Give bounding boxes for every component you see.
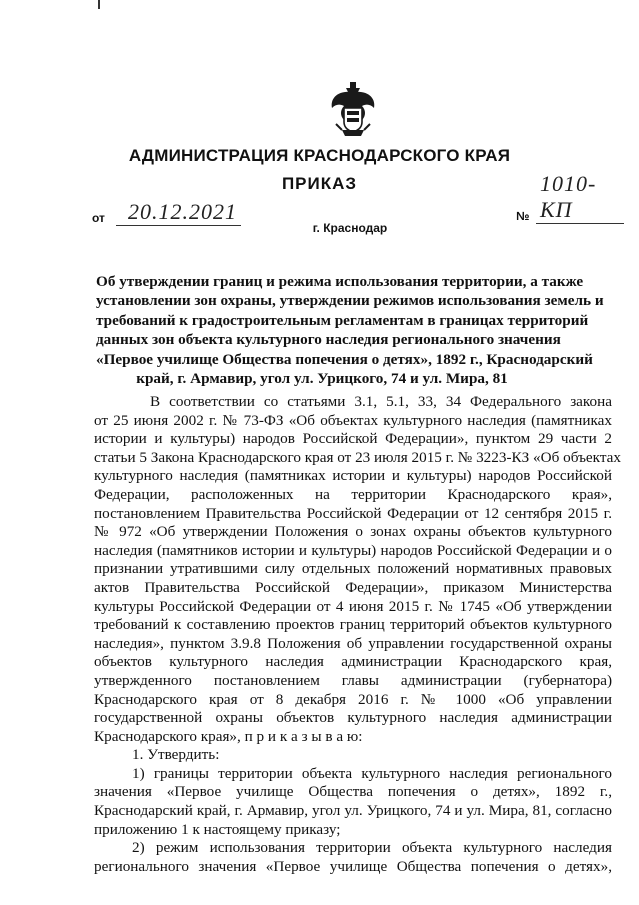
- body-line: утвержденного постановлением главы администрации (губернатора): [94, 671, 612, 689]
- body-line: объектов культурного наследия администрации Краснодарского края,: [94, 653, 612, 671]
- body-line: требований к составлению проектов границ территорий объектов культурного: [94, 616, 612, 634]
- title-line: установлении зон охраны, утверждении режимов использования земель и: [96, 292, 604, 310]
- body-line: приложению 1 к настоящему приказу;: [94, 820, 341, 838]
- date-label: от: [92, 211, 105, 225]
- body-line: 1. Утвердить:: [132, 746, 220, 764]
- body-line: 2) режим использования территории объекта культурного наследия: [132, 839, 612, 857]
- body-line: статьи 5 Закона Краснодарского края от 23 июля 2015 г. № 3223-КЗ «Об объектах: [94, 448, 621, 466]
- city: г. Краснодар: [312, 221, 388, 235]
- body-line: от 25 июня 2002 г. № 73-ФЗ «Об объектах культурного наследия (памятниках: [94, 411, 612, 429]
- body-line: наследия (памятников истории и культуры) народов Российской Федерации и о: [94, 541, 612, 559]
- body-line: Краснодарский край, г. Армавир, угол ул. Урицкого, 74 и ул. Мира, 81, согласно: [94, 802, 612, 820]
- order-body: [94, 393, 621, 876]
- title-line: данных зон объекта культурного наследия регионального значения: [96, 331, 561, 349]
- date-handwritten: 20.12.2021: [128, 199, 237, 224]
- body-line: Краснодарского края от 8 декабря 2016 г. № 1000 «Об управлении: [94, 690, 612, 708]
- body-line: Федерации, расположенных на территории Краснодарского края»,: [94, 485, 612, 503]
- order-title: [96, 272, 604, 388]
- body-line: Краснодарского края», п р и к а з ы в а ю:: [94, 727, 363, 745]
- body-line: значения «Первое училище Общества попечения о детях», 1892 г.,: [94, 783, 612, 801]
- title-line: край, г. Армавир, угол ул. Урицкого, 74 и ул. Мира, 81: [136, 370, 508, 388]
- body-line: № 972 «Об утверждении Положения о зонах охраны объектов культурного: [94, 523, 612, 541]
- number-handwritten: 1010-КП: [540, 171, 597, 222]
- body-line: актов Правительства Российской Федерации», приказом Министерства: [94, 578, 612, 596]
- body-line: признании утратившими силу отдельных положений нормативных правовых: [94, 560, 612, 578]
- number-field: [516, 171, 626, 225]
- body-line: культурного наследия (памятниках истории и культуры) народов Российской: [94, 467, 612, 485]
- number-label: №: [516, 209, 530, 223]
- body-line: постановлением Правительства Российской Федерации от 12 сентября 2015 г.: [94, 504, 612, 522]
- body-line: 1) границы территории объекта культурного наследия регионального: [132, 764, 612, 782]
- title-line: Об утверждении границ и режима использования территории, а также: [96, 273, 584, 290]
- body-line: наследия», пунктом 3.9.8 Положения об управлении государственной охраны: [94, 634, 612, 652]
- title-line: требований к градостроительным регламентам в границах территорий: [96, 311, 589, 329]
- body-line: культуры Российской Федерации от 4 июня 2015 г. № 1745 «Об утверждении: [94, 597, 612, 615]
- body-line: В соответствии со статьями 3.1, 5.1, 33, 34 Федерального закона: [150, 393, 612, 410]
- body-line: истории и культуры) народов Российской Федерации», пунктом 29 части 2: [94, 430, 612, 448]
- body-line: государственной охраны объектов культурного наследия администрации: [94, 709, 612, 727]
- body-line: регионального значения «Первое училище Общества попечения о детях»,: [94, 857, 612, 875]
- document-type: ПРИКАЗ: [281, 174, 358, 193]
- title-line: «Первое училище Общества попечения о детях», 1892 г., Краснодарский: [96, 350, 593, 368]
- number-underline: [536, 223, 624, 224]
- organization-name: АДМИНИСТРАЦИЯ КРАСНОДАРСКОГО КРАЯ: [128, 146, 511, 165]
- coat-of-arms-icon: [328, 80, 378, 140]
- scan-mark: [98, 0, 100, 9]
